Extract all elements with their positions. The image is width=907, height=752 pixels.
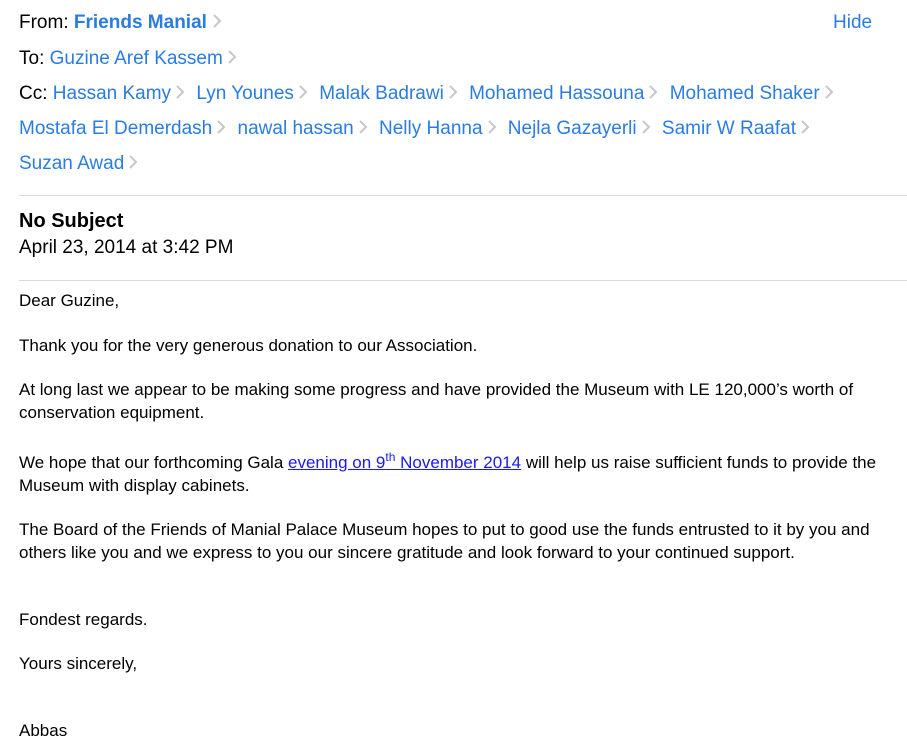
cc-recipient[interactable]: Mostafa El Demerdash [19, 117, 226, 142]
chevron-right-icon [175, 83, 185, 107]
cc-recipient[interactable]: Mohamed Shaker [670, 82, 834, 107]
chevron-right-icon [358, 118, 368, 142]
cc-recipient[interactable]: Suzan Awad [19, 152, 138, 177]
chevron-right-icon [487, 118, 497, 142]
to-label: To: [19, 48, 45, 69]
chevron-right-icon [227, 48, 237, 72]
cc-recipient[interactable]: Nelly Hanna [379, 117, 497, 142]
cc-recipient[interactable]: Samir W Raafat [662, 117, 810, 142]
cc-recipient[interactable]: nawal hassan [238, 117, 368, 142]
signature: Abbas [19, 721, 68, 740]
cc-recipient[interactable]: Lyn Younes [196, 82, 308, 107]
message-date: April 23, 2014 at 3:42 PM [19, 237, 234, 258]
hide-button[interactable]: Hide [833, 12, 873, 33]
from-row [19, 11, 222, 35]
chevron-right-icon [298, 83, 308, 107]
paragraph-3 [19, 452, 889, 497]
cc-recipient[interactable]: Hassan Kamy [53, 82, 185, 107]
paragraph-6: Yours sincerely, [19, 654, 138, 673]
event-date-link[interactable]: evening on 9th November 2014 [288, 450, 522, 472]
message-subject: No Subject [19, 210, 124, 232]
cc-label: Cc: [19, 83, 48, 104]
chevron-right-icon [641, 118, 651, 142]
subject-divider [19, 280, 907, 281]
chevron-right-icon [824, 83, 834, 107]
chevron-right-icon [448, 83, 458, 107]
chevron-right-icon [800, 118, 810, 142]
paragraph-2: At long last we appear to be making some progress and have provided the Museum with LE 120,000’s worth of conservation equipment. [19, 380, 854, 422]
paragraph-1: Thank you for the very generous donation to our Association. [19, 336, 478, 355]
to-row [19, 47, 243, 72]
from-label: From: [19, 12, 69, 33]
paragraph-3-start: We hope that our forthcoming Gala [19, 453, 289, 472]
cc-row-3 [19, 152, 144, 177]
chevron-right-icon [207, 12, 222, 33]
from-sender[interactable]: Friends Manial [73, 12, 207, 33]
cc-row-1 [19, 82, 840, 107]
cc-row-2 [19, 117, 816, 142]
chevron-right-icon [216, 118, 226, 142]
chevron-right-icon [128, 153, 138, 177]
greeting: Dear Guzine, [19, 291, 120, 310]
paragraph-5: Fondest regards. [19, 610, 148, 629]
cc-recipient[interactable]: Nejla Gazayerli [508, 117, 651, 142]
chevron-right-icon [648, 83, 658, 107]
paragraph-3-end: will help us raise sufficient funds to provide the Museum with display cabinets. [19, 453, 877, 495]
paragraph-4: The Board of the Friends of Manial Palace Museum hopes to put to good use the funds entrusted to it by you and others like you and we express to you our sincere gratitude and look forward to your continued support. [19, 520, 870, 562]
header-divider [19, 195, 907, 196]
cc-recipient[interactable]: Malak Badrawi [319, 82, 458, 107]
cc-recipient[interactable]: Mohamed Hassouna [469, 82, 658, 107]
recipient-to[interactable]: Guzine Aref Kassem [50, 47, 237, 72]
